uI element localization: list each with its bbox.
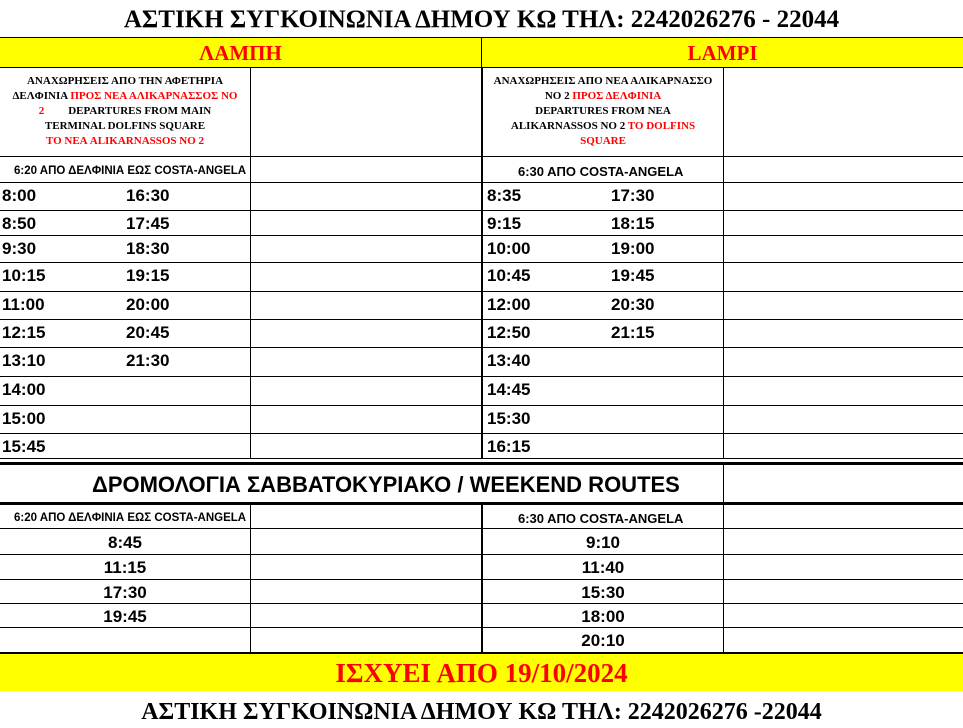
time-cell: 16:30: [126, 186, 170, 205]
note-line: [2, 104, 248, 119]
time-cell: 8:45: [107, 533, 143, 552]
time-cell: 21:15: [611, 323, 655, 342]
time-cell: 19:45: [611, 266, 655, 285]
time-cell: 19:15: [126, 266, 170, 285]
time-cell: 8:35: [487, 186, 522, 205]
note-text: DEPARTURES FROM MAIN: [68, 105, 212, 117]
time-cell: 19:45: [103, 607, 147, 626]
time-cell: 15:30: [487, 409, 531, 428]
route-name-left: ΛΑΜΠΗ: [199, 41, 282, 65]
grid-line: [481, 505, 483, 652]
note-line: TO ΝΕΑ ALIKARNASSOS NO 2: [45, 135, 205, 147]
note-text-red: TO DOLFINS: [627, 120, 696, 132]
time-cell: 19:00: [611, 239, 655, 258]
time-cell: 18:15: [611, 214, 655, 233]
departure-note-left: [2, 74, 248, 149]
time-cell: 11:40: [581, 558, 625, 577]
note-line: [483, 89, 723, 104]
validity-text: ΙΣΧΥΕΙ ΑΠΟ 19/10/2024: [335, 658, 628, 688]
note-line: ΑΝΑΧΩΡΗΣΕΙΣ ΑΠΟ ΤΗΝ ΑΦΕΤΗΡΙΑ: [26, 75, 224, 87]
weekend-first-departure-left: 6:20 ΑΠΟ ΔΕΛΦΙΝΙΑ ΕΩΣ COSTA-ANGELA: [14, 512, 247, 524]
time-cell: 14:45: [487, 380, 531, 399]
time-cell: 8:00: [2, 186, 37, 205]
note-text-red: ΠΡΟΣ ΝΕΑ ΑΛΙΚΑΡΝΑΣΣΟΣ ΝΟ: [70, 90, 238, 102]
time-cell: 18:00: [581, 607, 625, 626]
time-cell: 12:15: [2, 323, 46, 342]
time-cell: 15:45: [2, 437, 46, 456]
grid-line: [0, 462, 963, 465]
first-departure-left: 6:20 ΑΠΟ ΔΕΛΦΙΝΙΑ ΕΩΣ COSTA-ANGELA: [14, 165, 247, 177]
note-text-red: 2: [38, 105, 45, 117]
time-cell: 20:10: [581, 631, 625, 650]
time-cell: 15:30: [581, 583, 625, 602]
time-cell: 8:50: [2, 214, 37, 233]
time-cell: 12:00: [487, 295, 531, 314]
route-name-right: LAMPI: [687, 41, 758, 65]
time-cell: 10:45: [487, 266, 531, 285]
time-cell: 10:00: [487, 239, 531, 258]
grid-line: [723, 505, 724, 652]
note-line: TERMINAL DOLFINS SQUARE: [44, 120, 206, 132]
time-cell: 13:40: [487, 351, 531, 370]
first-departure-right: 6:30 ΑΠΟ COSTA-ANGELA: [518, 164, 684, 179]
time-cell: 20:45: [126, 323, 170, 342]
page-title: ΑΣΤΙΚΗ ΣΥΓΚΟΙΝΩΝΙΑ ΔΗΜΟΥ ΚΩ ΤΗΛ: 2242026276 - 22044: [123, 6, 840, 33]
time-cell: 11:15: [103, 558, 147, 577]
note-line: ΑΝΑΧΩΡΗΣΕΙΣ ΑΠΟ ΝΕΑ ΑΛΙΚΑΡΝΑΣΣΟ: [493, 75, 713, 87]
time-cell: 20:30: [611, 295, 655, 314]
time-cell: 9:15: [487, 214, 522, 233]
grid-line: [0, 652, 963, 654]
note-line: [2, 89, 248, 104]
weekend-first-departure-right: 6:30 ΑΠΟ COSTA-ANGELA: [518, 511, 684, 526]
grid-line: [481, 38, 482, 68]
note-text-red: ΠΡΟΣ ΔΕΛΦΙΝΙΑ: [572, 90, 662, 102]
time-cell: 9:10: [585, 533, 621, 552]
note-text: ΔΕΛΦΙΝΙΑ: [12, 90, 71, 102]
grid-line: [481, 67, 483, 459]
time-cell: 9:30: [2, 239, 37, 258]
time-cell: 21:30: [126, 351, 170, 370]
time-cell: 17:45: [126, 214, 170, 233]
time-cell: 14:00: [2, 380, 46, 399]
note-line: DEPARTURES FROM ΝΕΑ: [535, 105, 671, 117]
time-cell: 12:50: [487, 323, 531, 342]
time-cell: 17:30: [103, 583, 147, 602]
time-cell: 20:00: [126, 295, 170, 314]
time-cell: 13:10: [2, 351, 46, 370]
time-cell: 16:15: [487, 437, 531, 456]
grid-line: [250, 67, 251, 459]
grid-line: [723, 67, 724, 459]
departure-note-right: [483, 74, 723, 149]
time-cell: 17:30: [611, 186, 655, 205]
weekend-heading: ΔΡΟΜΟΛΟΓΙΑ ΣΑΒΒΑΤΟΚΥΡΙΑΚΟ / WEEKEND ROUTES: [92, 472, 680, 497]
time-cell: 18:30: [126, 239, 170, 258]
time-cell: 11:00: [2, 295, 45, 314]
note-line: [483, 119, 723, 134]
note-line: SQUARE: [580, 135, 626, 147]
time-cell: 15:00: [2, 409, 46, 428]
footer-title: ΑΣΤΙΚΗ ΣΥΓΚΟΙΝΩΝΙΑ ΔΗΜΟΥ ΚΩ ΤΗΛ: 2242026276 -22044: [141, 699, 822, 725]
grid-line: [250, 505, 251, 652]
note-text: ΝΟ 2: [544, 90, 573, 102]
time-cell: 10:15: [2, 266, 46, 285]
note-text: ALIKARNASSOS NO 2: [510, 120, 628, 132]
grid-line: [723, 465, 724, 502]
